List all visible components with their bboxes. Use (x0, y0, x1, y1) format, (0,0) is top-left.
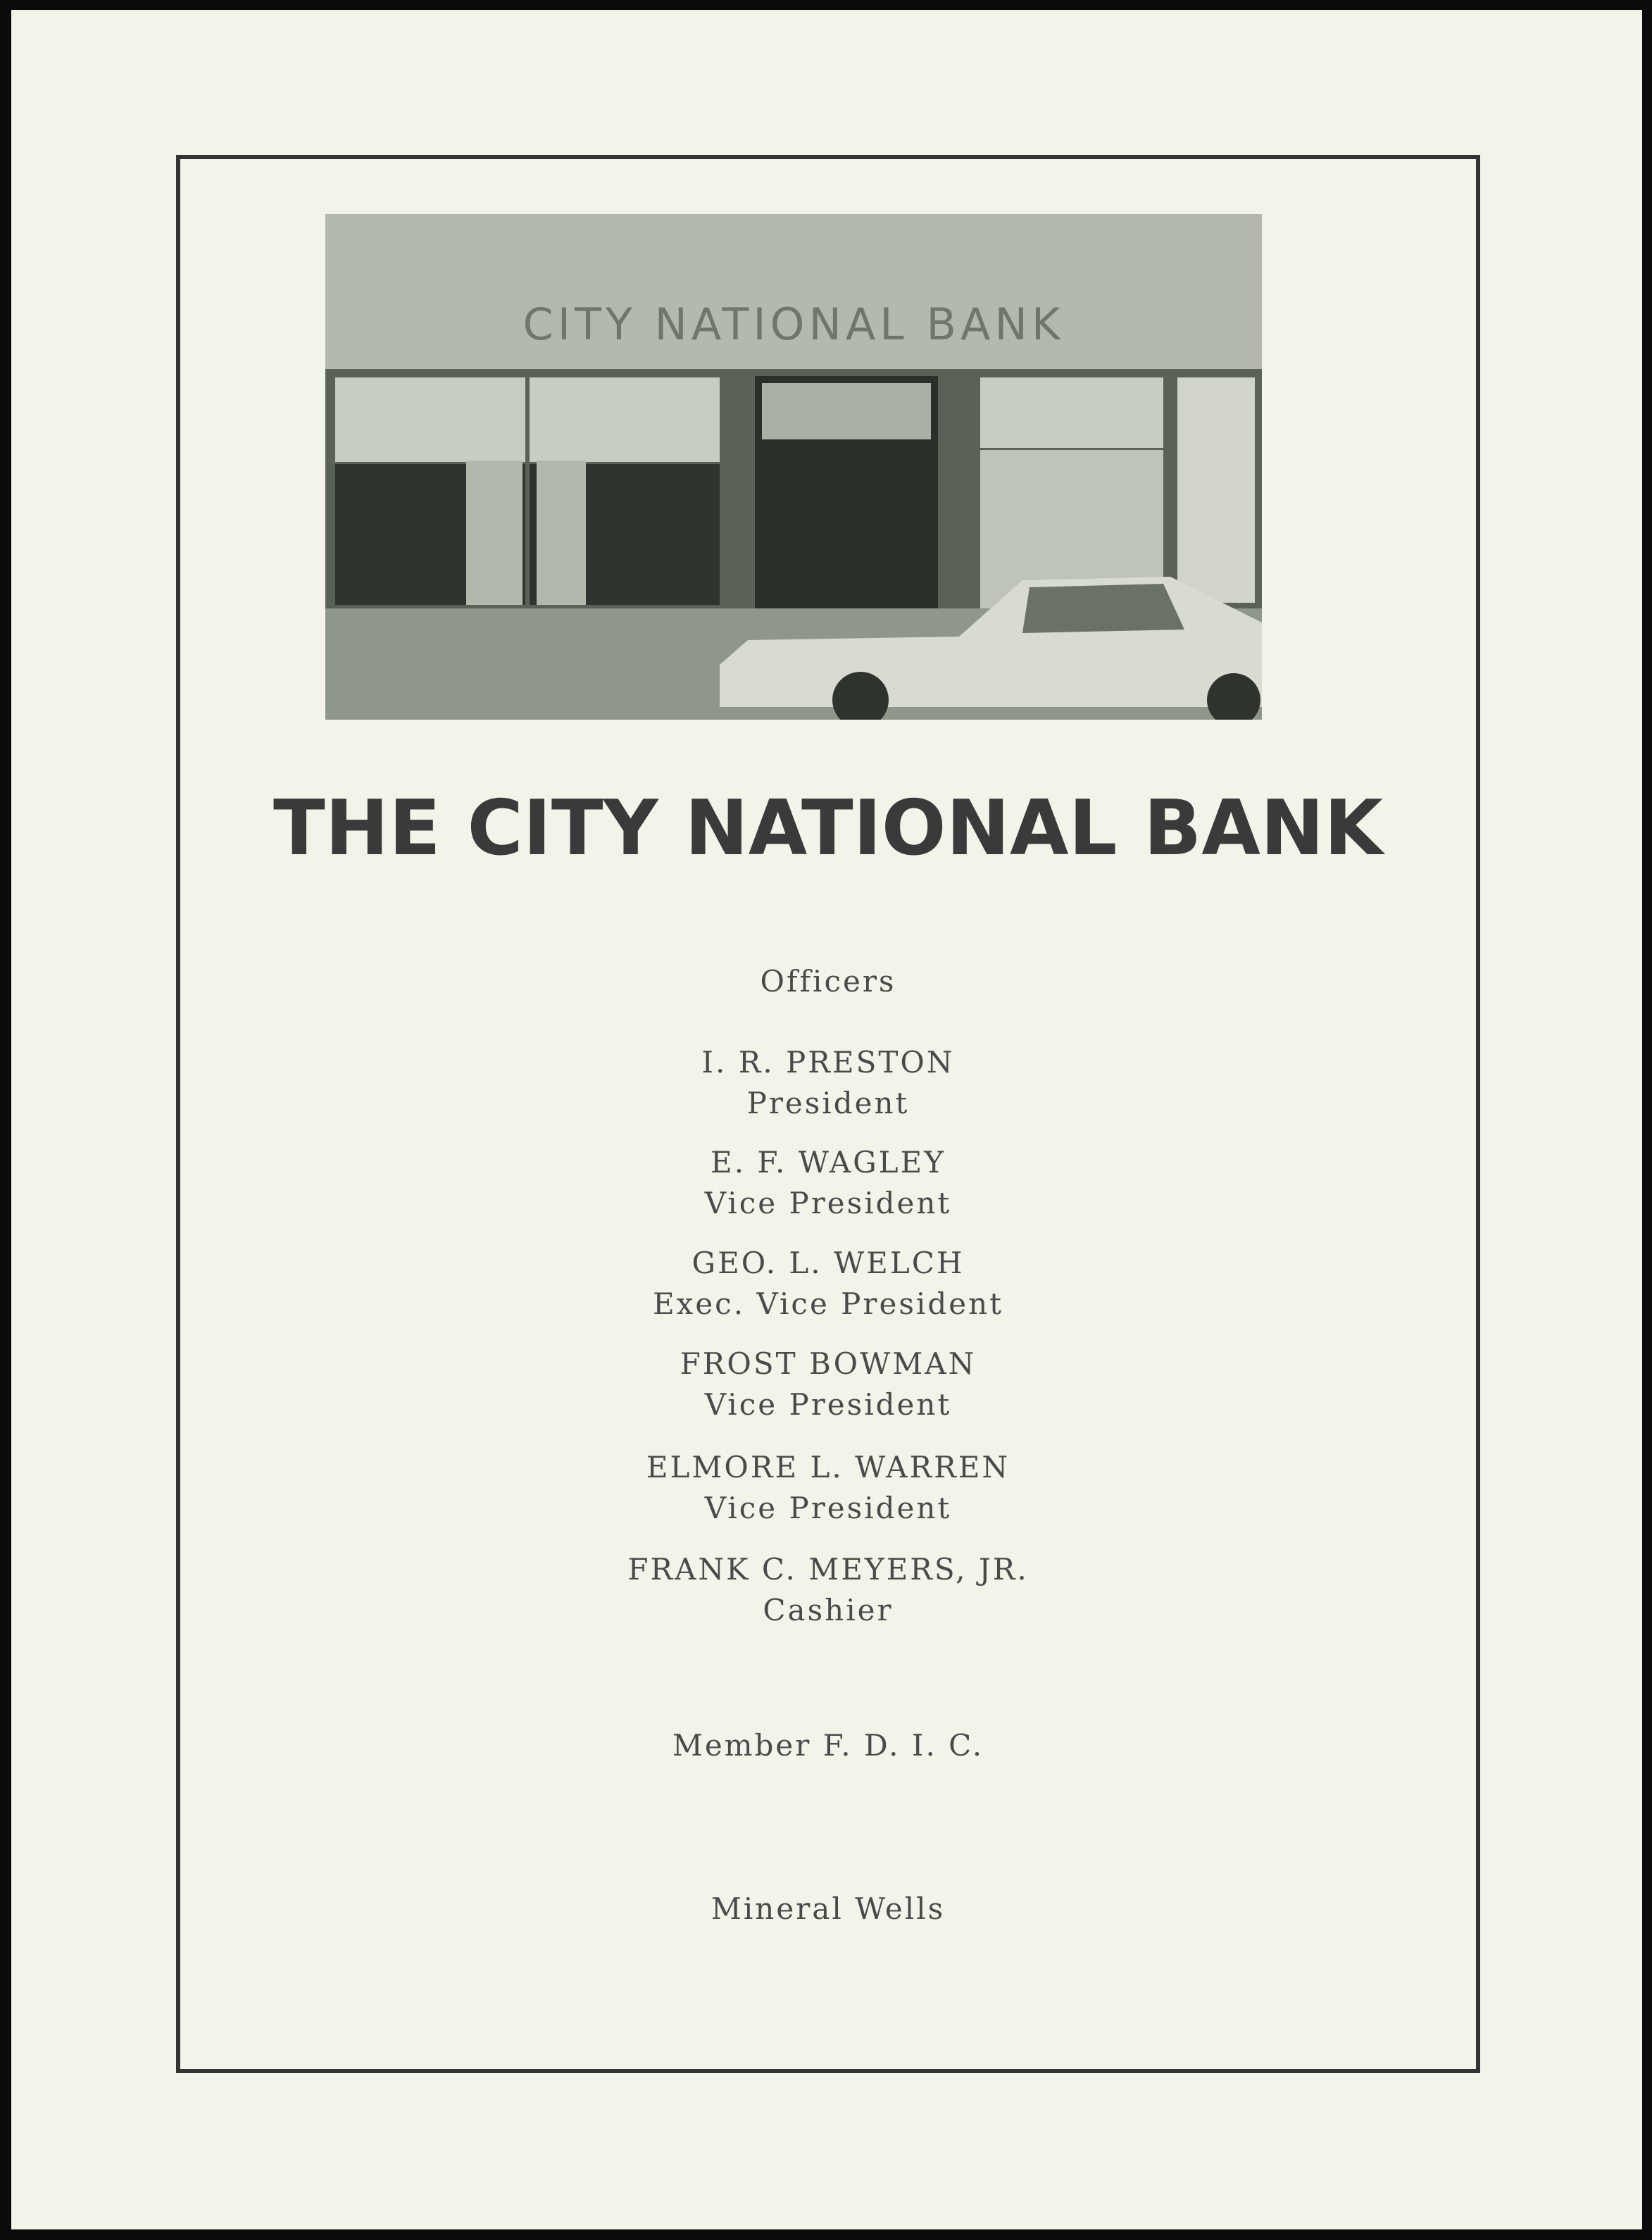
fdic-member-text: Member F. D. I. C. (672, 1728, 984, 1763)
yearbook-page (11, 10, 1642, 2229)
officer-name: GEO. L. WELCH (692, 1246, 965, 1280)
officer-name: FROST BOWMAN (680, 1346, 977, 1381)
page-title: THE CITY NATIONAL BANK (273, 784, 1383, 872)
officer-name: E. F. WAGLEY (711, 1145, 946, 1180)
officers-heading: Officers (760, 964, 896, 999)
officer-role: President (746, 1086, 910, 1120)
officer-name: FRANK C. MEYERS, JR. (627, 1552, 1029, 1587)
officer-name: ELMORE L. WARREN (646, 1450, 1010, 1484)
officer-role: Vice President (704, 1491, 952, 1525)
officer-name: I. R. PRESTON (701, 1045, 955, 1080)
bank-sign-text: CITY NATIONAL BANK (522, 299, 1065, 350)
officer-role: Vice President (704, 1186, 952, 1220)
officer-role: Vice President (704, 1387, 952, 1422)
officer-role: Cashier (763, 1593, 894, 1627)
bank-building-photo (325, 214, 1262, 720)
officer-role: Exec. Vice President (652, 1287, 1004, 1321)
location-text: Mineral Wells (711, 1891, 946, 1926)
